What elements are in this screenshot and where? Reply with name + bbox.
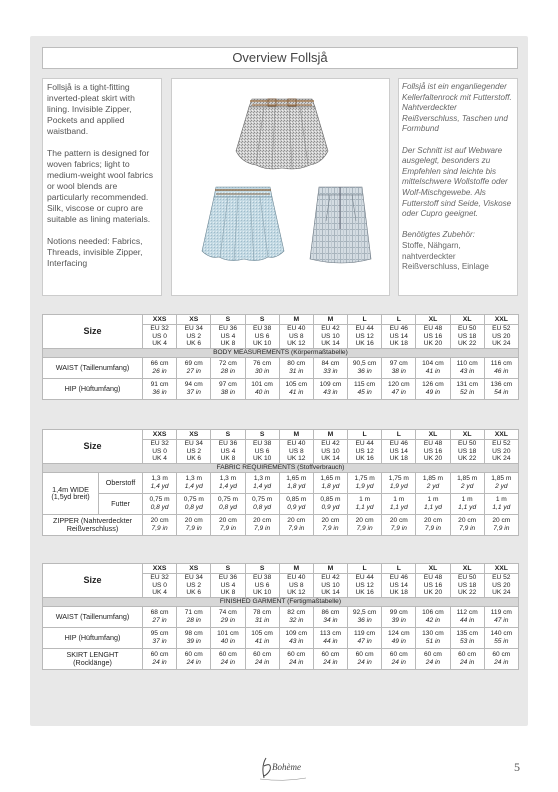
size-code: XL: [416, 564, 450, 574]
size-header: [43, 564, 519, 598]
measure-cell: 1,85 m 2 yd: [450, 472, 484, 493]
size-eu: EU 44: [348, 440, 382, 448]
size-code: M: [279, 430, 313, 440]
measure-cell: 106 cm 42 in: [416, 606, 450, 627]
size-code: M: [313, 315, 347, 325]
size-us: US 6: [245, 333, 279, 341]
size-uk: UK 12: [279, 455, 313, 463]
measure-cell: 1,75 m 1,9 yd: [382, 472, 416, 493]
size-uk: UK 6: [177, 340, 211, 348]
row-label: HIP (Hüftumfang): [43, 378, 143, 399]
measure-cell: 1 m 1,1 yd: [382, 493, 416, 514]
size-uk: UK 10: [245, 589, 279, 597]
measure-cell: 1,3 m 1,4 yd: [143, 472, 177, 493]
skirt-front-tweed: [236, 99, 328, 169]
measure-cell: 101 cm 40 in: [211, 627, 245, 648]
measure-cell: 0,75 m 0,8 yd: [177, 493, 211, 514]
size-eu: EU 46: [382, 325, 416, 333]
logo-text: Bohème: [272, 762, 301, 772]
size-uk: UK 10: [245, 340, 279, 348]
size-code: S: [245, 315, 279, 325]
measure-cell: 110 cm 43 in: [450, 357, 484, 378]
measure-cell: 68 cm 27 in: [143, 606, 177, 627]
measure-cell: 97 cm 38 in: [211, 378, 245, 399]
measure-cell: 124 cm 49 in: [382, 627, 416, 648]
size-uk: UK 16: [348, 340, 382, 348]
size-uk: UK 8: [211, 340, 245, 348]
size-eu: EU 32: [143, 574, 177, 582]
measure-cell: 98 cm 39 in: [177, 627, 211, 648]
size-eu: EU 52: [484, 574, 518, 582]
measure-cell: 60 cm 24 in: [382, 648, 416, 669]
size-uk: UK 20: [416, 455, 450, 463]
size-eu: EU 34: [177, 440, 211, 448]
size-code: S: [245, 564, 279, 574]
measure-cell: 20 cm 7,9 in: [177, 514, 211, 535]
measure-cell: 60 cm 24 in: [416, 648, 450, 669]
measure-cell: 0,75 m 0,8 yd: [143, 493, 177, 514]
size-uk: UK 18: [382, 589, 416, 597]
size-eu: EU 40: [279, 574, 313, 582]
size-eu: EU 50: [450, 574, 484, 582]
size-us: US 0: [143, 582, 177, 590]
size-us: US 16: [416, 333, 450, 341]
measure-cell: 69 cm 27 in: [177, 357, 211, 378]
size-code: XXL: [484, 564, 518, 574]
size-code: XS: [177, 564, 211, 574]
size-code: M: [279, 315, 313, 325]
size-us: US 18: [450, 333, 484, 341]
measure-cell: 0,85 m 0,9 yd: [279, 493, 313, 514]
desc-en-paragraph: The pattern is designed for woven fabrics; light to medium-weight wool fabrics or wool blends are particularly recommended. Silk, viscose or cupro are suitable as lining materials.: [47, 148, 154, 224]
size-us: US 14: [382, 448, 416, 456]
size-eu: EU 36: [211, 574, 245, 582]
measure-cell: 78 cm 31 in: [245, 606, 279, 627]
size-us: US 8: [279, 448, 313, 456]
measure-cell: 1 m 1,1 yd: [416, 493, 450, 514]
size-us: US 8: [279, 333, 313, 341]
fabric-requirements-table: [42, 429, 519, 536]
measure-cell: 90,5 cm 36 in: [348, 357, 382, 378]
page-title: Overview Follsjå: [42, 47, 518, 69]
size-us: US 0: [143, 333, 177, 341]
skirt-drawings: [172, 79, 389, 295]
size-code: L: [382, 430, 416, 440]
measure-cell: 20 cm 7,9 in: [313, 514, 347, 535]
size-eu: EU 42: [313, 325, 347, 333]
measure-cell: 130 cm 51 in: [416, 627, 450, 648]
measure-cell: 1,65 m 1,8 yd: [313, 472, 347, 493]
section-heading: BODY MEASUREMENTS (Körpermaßtabelle): [43, 348, 519, 357]
measure-cell: 80 cm 31 in: [279, 357, 313, 378]
size-code: S: [211, 430, 245, 440]
size-uk: UK 4: [143, 589, 177, 597]
size-code: XS: [177, 430, 211, 440]
size-us: US 4: [211, 448, 245, 456]
fabric-width-label: 1,4m WIDE (1,5yd breit): [43, 472, 99, 514]
row-label: WAIST (Taillenumfang): [43, 606, 143, 627]
measure-cell: 126 cm 49 in: [416, 378, 450, 399]
desc-de-paragraph: Follsjå ist ein enganliegender Kellerfaltenrock mit Futterstoff. Nahtverdeckter Reißverschluss, Taschen und Formbund: [402, 82, 512, 134]
measure-cell: 0,75 m 0,8 yd: [211, 493, 245, 514]
size-uk: UK 18: [382, 340, 416, 348]
size-uk: UK 22: [450, 455, 484, 463]
size-us: US 4: [211, 582, 245, 590]
measure-cell: 74 cm 29 in: [211, 606, 245, 627]
measure-cell: 20 cm 7,9 in: [211, 514, 245, 535]
size-uk: UK 20: [416, 340, 450, 348]
table-row: [43, 627, 519, 648]
size-us: US 10: [313, 448, 347, 456]
size-eu: EU 46: [382, 574, 416, 582]
size-eu: EU 38: [245, 325, 279, 333]
skirt-illustration: [171, 78, 390, 296]
row-label: Oberstoff: [99, 472, 143, 493]
measure-cell: 60 cm 24 in: [313, 648, 347, 669]
size-header: [43, 430, 519, 464]
size-code: XXS: [143, 315, 177, 325]
size-eu: EU 38: [245, 574, 279, 582]
section-heading: FINISHED GARMENT (Fertigmaßtabelle): [43, 597, 519, 606]
size-us: US 20: [484, 582, 518, 590]
size-uk: UK 14: [313, 340, 347, 348]
measure-cell: 60 cm 24 in: [348, 648, 382, 669]
measure-cell: 104 cm 41 in: [416, 357, 450, 378]
size-eu: EU 48: [416, 440, 450, 448]
size-eu: EU 38: [245, 440, 279, 448]
fabric-rows: [43, 472, 519, 535]
table-row: [43, 648, 519, 669]
size-us: US 2: [177, 582, 211, 590]
size-uk: UK 12: [279, 340, 313, 348]
size-uk: UK 24: [484, 455, 518, 463]
size-us: US 20: [484, 448, 518, 456]
size-eu: EU 52: [484, 440, 518, 448]
size-code: M: [313, 564, 347, 574]
table-row: [43, 378, 519, 399]
measure-cell: 136 cm 54 in: [484, 378, 518, 399]
table-row: [43, 493, 519, 514]
finished-rows: [43, 606, 519, 669]
desc-en-paragraph: Notions needed: Fabrics, Threads, invisible Zipper, Interfacing: [47, 236, 143, 268]
measure-cell: 60 cm 24 in: [450, 648, 484, 669]
size-uk: UK 24: [484, 589, 518, 597]
skirt-back-plaid: [310, 187, 371, 263]
size-us: US 16: [416, 582, 450, 590]
measure-cell: 113 cm 44 in: [313, 627, 347, 648]
measure-cell: 120 cm 47 in: [382, 378, 416, 399]
finished-garment-table: [42, 563, 519, 670]
page-number: 5: [514, 760, 520, 774]
size-code: L: [348, 315, 382, 325]
size-uk: UK 8: [211, 589, 245, 597]
size-uk: UK 16: [348, 589, 382, 597]
measure-cell: 99 cm 39 in: [382, 606, 416, 627]
measure-cell: 95 cm 37 in: [143, 627, 177, 648]
row-label: HIP (Hüftumfang): [43, 627, 143, 648]
measure-cell: 101 cm 40 in: [245, 378, 279, 399]
size-us: US 18: [450, 448, 484, 456]
size-us: US 4: [211, 333, 245, 341]
measure-cell: 20 cm 7,9 in: [416, 514, 450, 535]
size-us: US 10: [313, 333, 347, 341]
size-us: US 18: [450, 582, 484, 590]
desc-en-paragraph: Follsjå is a tight-fitting inverted-pleat skirt with lining. Invisible Zipper, Pockets and applied waistband.: [47, 82, 135, 136]
size-us: US 12: [348, 582, 382, 590]
body-rows: [43, 357, 519, 399]
size-label: Size: [43, 315, 143, 349]
measure-cell: 60 cm 24 in: [245, 648, 279, 669]
row-label: Futter: [99, 493, 143, 514]
size-eu: EU 44: [348, 325, 382, 333]
size-code: M: [279, 564, 313, 574]
measure-cell: 82 cm 32 in: [279, 606, 313, 627]
measure-cell: 0,75 m 0,8 yd: [245, 493, 279, 514]
measure-cell: 72 cm 28 in: [211, 357, 245, 378]
size-us: US 10: [313, 582, 347, 590]
body-measurements-table: [42, 314, 519, 400]
size-us: US 20: [484, 333, 518, 341]
size-eu: EU 50: [450, 325, 484, 333]
measure-cell: 20 cm 7,9 in: [348, 514, 382, 535]
size-code: XL: [450, 564, 484, 574]
size-eu: EU 44: [348, 574, 382, 582]
size-us: US 6: [245, 582, 279, 590]
size-header: [43, 315, 519, 349]
measure-cell: 60 cm 24 in: [211, 648, 245, 669]
size-us: US 14: [382, 582, 416, 590]
size-uk: UK 14: [313, 589, 347, 597]
size-eu: EU 42: [313, 440, 347, 448]
size-code: L: [382, 315, 416, 325]
size-code: S: [211, 564, 245, 574]
table-row: [43, 606, 519, 627]
size-uk: UK 22: [450, 340, 484, 348]
size-label: Size: [43, 564, 143, 598]
measure-cell: 1,3 m 1,4 yd: [177, 472, 211, 493]
desc-de-paragraph: Der Schnitt ist auf Webware ausgelegt, besonders zu Empfehlen sind leichte bis mittelschwere Wollstoffe oder Wolf-Mischgewebe. Als Futterstoff sind Seide, Viskose oder Cupro geeignet.: [402, 145, 512, 219]
skirt-front-denim: [202, 187, 284, 261]
measure-cell: 131 cm 52 in: [450, 378, 484, 399]
measure-cell: 20 cm 7,9 in: [450, 514, 484, 535]
size-us: US 16: [416, 448, 450, 456]
brand-logo: [258, 754, 308, 784]
size-uk: UK 22: [450, 589, 484, 597]
table-row: [43, 472, 519, 493]
size-code: L: [348, 564, 382, 574]
measure-cell: 86 cm 34 in: [313, 606, 347, 627]
measure-cell: 105 cm 41 in: [245, 627, 279, 648]
size-uk: UK 18: [382, 455, 416, 463]
measure-cell: 115 cm 45 in: [348, 378, 382, 399]
measure-cell: 0,85 m 0,9 yd: [313, 493, 347, 514]
size-code: S: [211, 315, 245, 325]
size-eu: EU 42: [313, 574, 347, 582]
measure-cell: 109 cm 43 in: [279, 627, 313, 648]
size-us: US 14: [382, 333, 416, 341]
size-uk: UK 8: [211, 455, 245, 463]
measure-cell: 119 cm 47 in: [484, 606, 518, 627]
size-eu: EU 32: [143, 325, 177, 333]
measure-cell: 60 cm 24 in: [279, 648, 313, 669]
size-eu: EU 48: [416, 325, 450, 333]
measure-cell: 1,65 m 1,8 yd: [279, 472, 313, 493]
description-german: [398, 78, 518, 296]
size-uk: UK 6: [177, 589, 211, 597]
description-english: [42, 78, 162, 296]
measure-cell: 91 cm 36 in: [143, 378, 177, 399]
size-uk: UK 12: [279, 589, 313, 597]
size-us: US 2: [177, 333, 211, 341]
size-eu: EU 32: [143, 440, 177, 448]
size-code: XXS: [143, 564, 177, 574]
size-eu: EU 36: [211, 325, 245, 333]
size-eu: EU 48: [416, 574, 450, 582]
desc-de-paragraph: Stoffe, Nähgarn, nahtverdeckter Reißverschluss, Einlage: [402, 240, 489, 272]
size-label: Size: [43, 430, 143, 464]
measure-cell: 94 cm 37 in: [177, 378, 211, 399]
size-us: US 12: [348, 333, 382, 341]
measure-cell: 105 cm 41 in: [279, 378, 313, 399]
size-eu: EU 34: [177, 325, 211, 333]
measure-cell: 60 cm 24 in: [484, 648, 518, 669]
size-us: US 6: [245, 448, 279, 456]
measure-cell: 1,75 m 1,9 yd: [348, 472, 382, 493]
row-label: WAIST (Taillenumfang): [43, 357, 143, 378]
size-uk: UK 10: [245, 455, 279, 463]
size-code: XS: [177, 315, 211, 325]
measure-cell: 20 cm 7,9 in: [484, 514, 518, 535]
measure-cell: 66 cm 26 in: [143, 357, 177, 378]
size-code: XL: [416, 430, 450, 440]
measure-cell: 76 cm 30 in: [245, 357, 279, 378]
size-uk: UK 6: [177, 455, 211, 463]
measure-cell: 97 cm 38 in: [382, 357, 416, 378]
size-eu: EU 52: [484, 325, 518, 333]
size-code: XXL: [484, 430, 518, 440]
table-row: [43, 357, 519, 378]
measure-cell: 60 cm 24 in: [143, 648, 177, 669]
measure-cell: 116 cm 46 in: [484, 357, 518, 378]
size-eu: EU 50: [450, 440, 484, 448]
size-code: L: [348, 430, 382, 440]
desc-de-paragraph: Benötigtes Zubehör:: [402, 230, 475, 240]
measure-cell: 20 cm 7,9 in: [143, 514, 177, 535]
table-row: [43, 514, 519, 535]
size-code: XL: [450, 315, 484, 325]
size-uk: UK 4: [143, 455, 177, 463]
size-code: L: [382, 564, 416, 574]
size-uk: UK 16: [348, 455, 382, 463]
size-eu: EU 34: [177, 574, 211, 582]
measure-cell: 60 cm 24 in: [177, 648, 211, 669]
row-label: SKIRT LENGHT (Rocklänge): [43, 648, 143, 669]
measure-cell: 1 m 1,1 yd: [348, 493, 382, 514]
size-eu: EU 36: [211, 440, 245, 448]
size-uk: UK 14: [313, 455, 347, 463]
size-us: US 0: [143, 448, 177, 456]
measure-cell: 92,5 cm 36 in: [348, 606, 382, 627]
size-code: XL: [450, 430, 484, 440]
size-eu: EU 40: [279, 325, 313, 333]
measure-cell: 135 cm 53 in: [450, 627, 484, 648]
size-uk: UK 24: [484, 340, 518, 348]
size-uk: UK 4: [143, 340, 177, 348]
measure-cell: 1,3 m 1,4 yd: [211, 472, 245, 493]
measure-cell: 1,85 m 2 yd: [484, 472, 518, 493]
size-code: XL: [416, 315, 450, 325]
size-eu: EU 46: [382, 440, 416, 448]
measure-cell: 140 cm 55 in: [484, 627, 518, 648]
measure-cell: 20 cm 7,9 in: [245, 514, 279, 535]
size-uk: UK 20: [416, 589, 450, 597]
size-code: M: [313, 430, 347, 440]
size-code: S: [245, 430, 279, 440]
size-us: US 12: [348, 448, 382, 456]
measure-cell: 1,85 m 2 yd: [416, 472, 450, 493]
measure-cell: 1 m 1,1 yd: [484, 493, 518, 514]
measure-cell: 1,3 m 1,4 yd: [245, 472, 279, 493]
measure-cell: 84 cm 33 in: [313, 357, 347, 378]
size-code: XXL: [484, 315, 518, 325]
size-us: US 2: [177, 448, 211, 456]
row-label: ZIPPER (Nahtverdeckter Reißverschluss): [43, 514, 143, 535]
measure-cell: 119 cm 47 in: [348, 627, 382, 648]
measure-cell: 112 cm 44 in: [450, 606, 484, 627]
size-eu: EU 40: [279, 440, 313, 448]
size-us: US 8: [279, 582, 313, 590]
size-code: XXS: [143, 430, 177, 440]
section-heading: FABRIC REQUIREMENTS (Stoffverbrauch): [43, 463, 519, 472]
measure-cell: 71 cm 28 in: [177, 606, 211, 627]
measure-cell: 109 cm 43 in: [313, 378, 347, 399]
measure-cell: 20 cm 7,9 in: [279, 514, 313, 535]
measure-cell: 20 cm 7,9 in: [382, 514, 416, 535]
measure-cell: 1 m 1,1 yd: [450, 493, 484, 514]
